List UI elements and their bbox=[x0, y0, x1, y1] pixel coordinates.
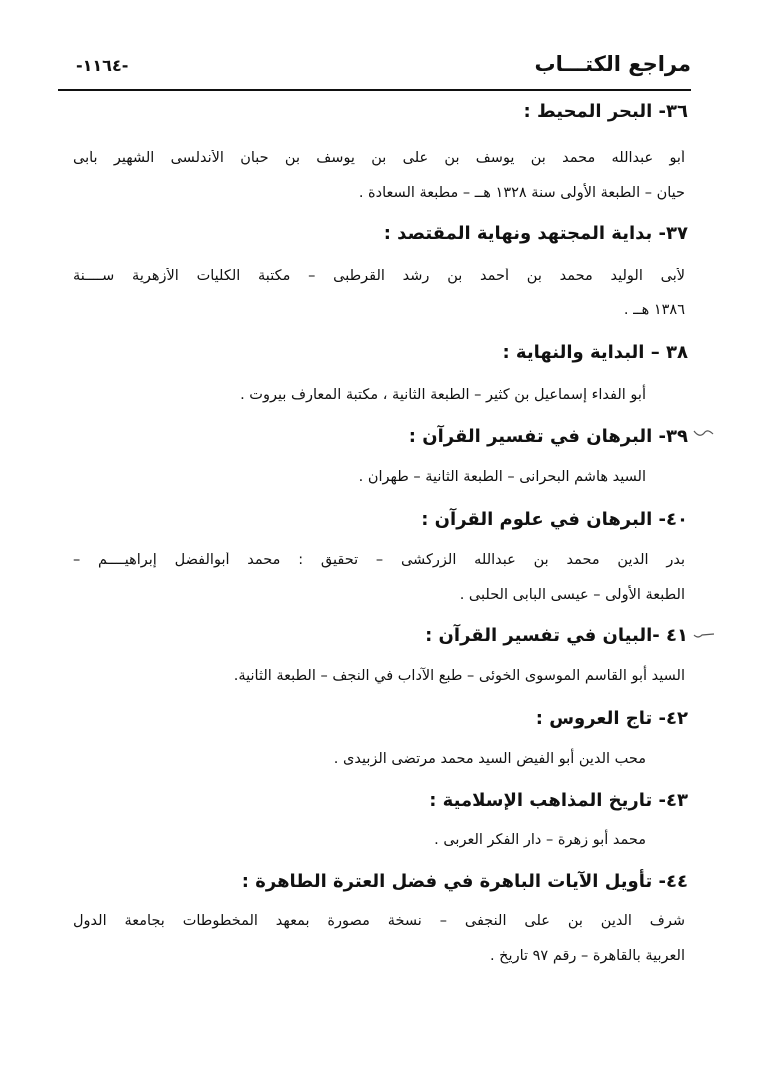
margin-tick-mark-icon bbox=[692, 426, 716, 440]
entry-heading-40: ٤٠- البرهان في علوم القرآن : bbox=[421, 509, 688, 530]
margin-tick-mark-icon bbox=[692, 628, 716, 642]
entry-text-38-line-1: أبو الفداء إسماعيل بن كثير – الطبعة الثانية ، مكتبة المعارف بيروت . bbox=[240, 387, 646, 403]
entry-heading-38: ٣٨ – البداية والنهاية : bbox=[502, 342, 688, 363]
entry-text-39-line-1: السيد هاشم البحرانى – الطبعة الثانية – طهران . bbox=[358, 469, 646, 485]
header-divider bbox=[58, 89, 691, 91]
entry-text-44-line-1: شرف الدين بن على النجفى – نسخة مصورة بمعهد المخطوطات بجامعة الدول bbox=[73, 913, 685, 929]
entry-heading-37: ٣٧- بداية المجتهد ونهاية المقتصد : bbox=[383, 223, 688, 244]
entry-heading-43: ٤٣- تاريخ المذاهب الإسلامية : bbox=[429, 790, 688, 811]
entry-heading-36: ٣٦- البحر المحيط : bbox=[523, 101, 688, 122]
entry-text-42-line-1: محب الدين أبو الفيض السيد محمد مرتضى الزبيدى . bbox=[333, 751, 646, 767]
entry-text-44-line-2: العربية بالقاهرة – رقم ٩٧ تاريخ . bbox=[489, 948, 685, 964]
entry-heading-42: ٤٢- تاج العروس : bbox=[535, 708, 688, 729]
page-header bbox=[58, 52, 691, 92]
entry-text-40-line-2: الطبعة الأولى – عيسى البابى الحلبى . bbox=[459, 587, 685, 603]
entry-text-41-line-1: السيد أبو القاسم الموسوى الخوئى – طبع الآداب في النجف – الطبعة الثانية. bbox=[233, 668, 685, 684]
entry-heading-44: ٤٤- تأويل الآيات الباهرة في فضل العترة الطاهرة : bbox=[241, 871, 688, 892]
entry-text-36-line-2: حيان – الطبعة الأولى سنة ١٣٢٨ هــ – مطبعة السعادة . bbox=[358, 185, 685, 201]
entry-text-37-line-1: لأبى الوليد محمد بن أحمد بن رشد القرطبى – مكتبة الكليات الأزهرية ســــنة bbox=[73, 268, 685, 284]
entry-heading-41: ٤١ -البيان في تفسير القرآن : bbox=[425, 625, 688, 646]
entry-heading-39: ٣٩- البرهان في تفسير القرآن : bbox=[408, 426, 688, 447]
entry-text-37-line-2: ١٣٨٦ هــ . bbox=[623, 302, 685, 318]
entry-text-36-line-1: أبو عبدالله محمد بن يوسف بن على بن يوسف بن حبان الأندلسى الشهير بأبى bbox=[73, 150, 685, 166]
page-title: مراجع الكتـــاب bbox=[534, 52, 691, 76]
entry-text-43-line-1: محمد أبو زهرة – دار الفكر العربى . bbox=[434, 832, 646, 848]
entry-text-40-line-1: بدر الدين محمد بن عبدالله الزركشى – تحقيق : محمد أبوالفضل إبراهيــــم – bbox=[73, 552, 685, 568]
page-number: -١١٦٤- bbox=[76, 56, 129, 75]
